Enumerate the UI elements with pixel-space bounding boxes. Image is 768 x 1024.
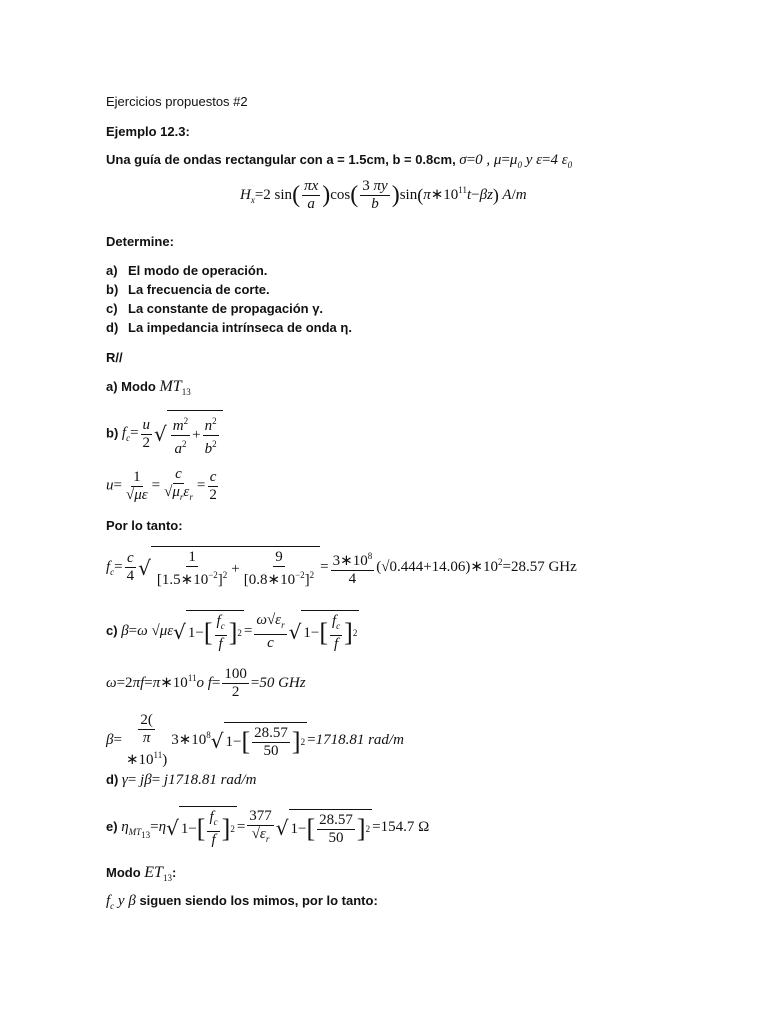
answer-d: d) γ= jβ= j1718.81 rad/m xyxy=(106,772,257,788)
question-a: a) El modo de operación. xyxy=(106,263,268,278)
problem-text: Una guía de ondas rectangular con a = 1.5cm, b = 0.8cm, xyxy=(106,152,460,167)
omega-equation: $\omega=2\pi f=\pi∗10^{11}o$ f= $\frac{100}{2}$ =50 GHz xyxy=(106,666,306,700)
gamma-result: j1718.81 rad/m xyxy=(163,772,257,788)
problem-statement xyxy=(106,152,572,170)
answer-e: e) $\eta_{MT_{13}}=\eta$ √ 1− [ $\frac{f_c}{f}$ ] 2 = $\frac{377}{√\varepsilon_r}$ √ 1− [ $\frac{28.57}{50}$ ] 2 =154.7 Ω xyxy=(106,807,430,848)
determine-heading: Determine: xyxy=(106,234,174,249)
answer-b: b) $f_c=$ $\frac{u}{2}$ √ $\frac{m^2}{a^2}$ + $\frac{n^2}{b^2}$ xyxy=(106,410,223,458)
document-title: Ejercicios propuestos #2 xyxy=(106,94,248,109)
cutoff-frequency-equation: $f_c=$ $\frac{c}{4}$ √ $\frac{1}{[1.5∗10^{-2}]^2}$ + $\frac{9}{[0.8∗10^{-2}]^2}$ = $\frac{3∗10^8}{4}$ $(√0.444+14.06)∗10^2=28.57$ GHz xyxy=(106,546,577,589)
answer-marker: R// xyxy=(106,350,123,365)
question-b: b) La frecuencia de corte. xyxy=(106,282,270,297)
question-c: c) La constante de propagación γ. xyxy=(106,301,324,316)
hx-equation: $H_x=2$ sin( $\frac{\pi x}{a}$ )cos( $\frac{3 \pi y}{b}$ )$\sin(\pi∗10^{11}t-\beta z)$ A/m xyxy=(240,178,527,212)
same-values-statement: $f_c$ y β siguen siendo los mimos, por lo tanto: xyxy=(106,893,378,911)
beta-equation: β= 2( π $∗10^{11}$) $3∗10^8$ √ 1− [ $\frac{28.57}{50}$ ] 2 =1718.81 rad/m xyxy=(106,712,404,768)
speed-equation: u= $\frac{1}{√\mu\varepsilon}$ = $\frac{c}{√\mu_r\varepsilon_r}$ = $\frac{c}{2}$ xyxy=(106,466,217,503)
answer-c: c) β=ω √με √ 1− [ $\frac{f_c}{f}$ ] 2 = $\frac{\omega√\varepsilon_r}{c}$ √ 1− [ $\frac{f_c}{f}$ ] 2 xyxy=(106,611,358,652)
fc-result: 28.57 GHz xyxy=(510,558,577,575)
problem-parameters: σ=0 , $\mu=\mu_0$ y ε=4 $\varepsilon_0$ xyxy=(459,152,573,170)
eta-result: 154.7 Ω xyxy=(380,818,430,835)
answer-a: a) Modo $MT_{13}$ xyxy=(106,378,191,398)
beta-result: 1718.81 rad/m xyxy=(315,731,404,748)
example-heading: Ejemplo 12.3: xyxy=(106,124,190,139)
mode-et-heading: Modo $ET_{13}$: xyxy=(106,864,177,884)
omega-result: 50 GHz xyxy=(259,674,306,691)
therefore-label: Por lo tanto: xyxy=(106,518,183,533)
question-d: d) La impedancia intrínseca de onda η. xyxy=(106,320,352,335)
